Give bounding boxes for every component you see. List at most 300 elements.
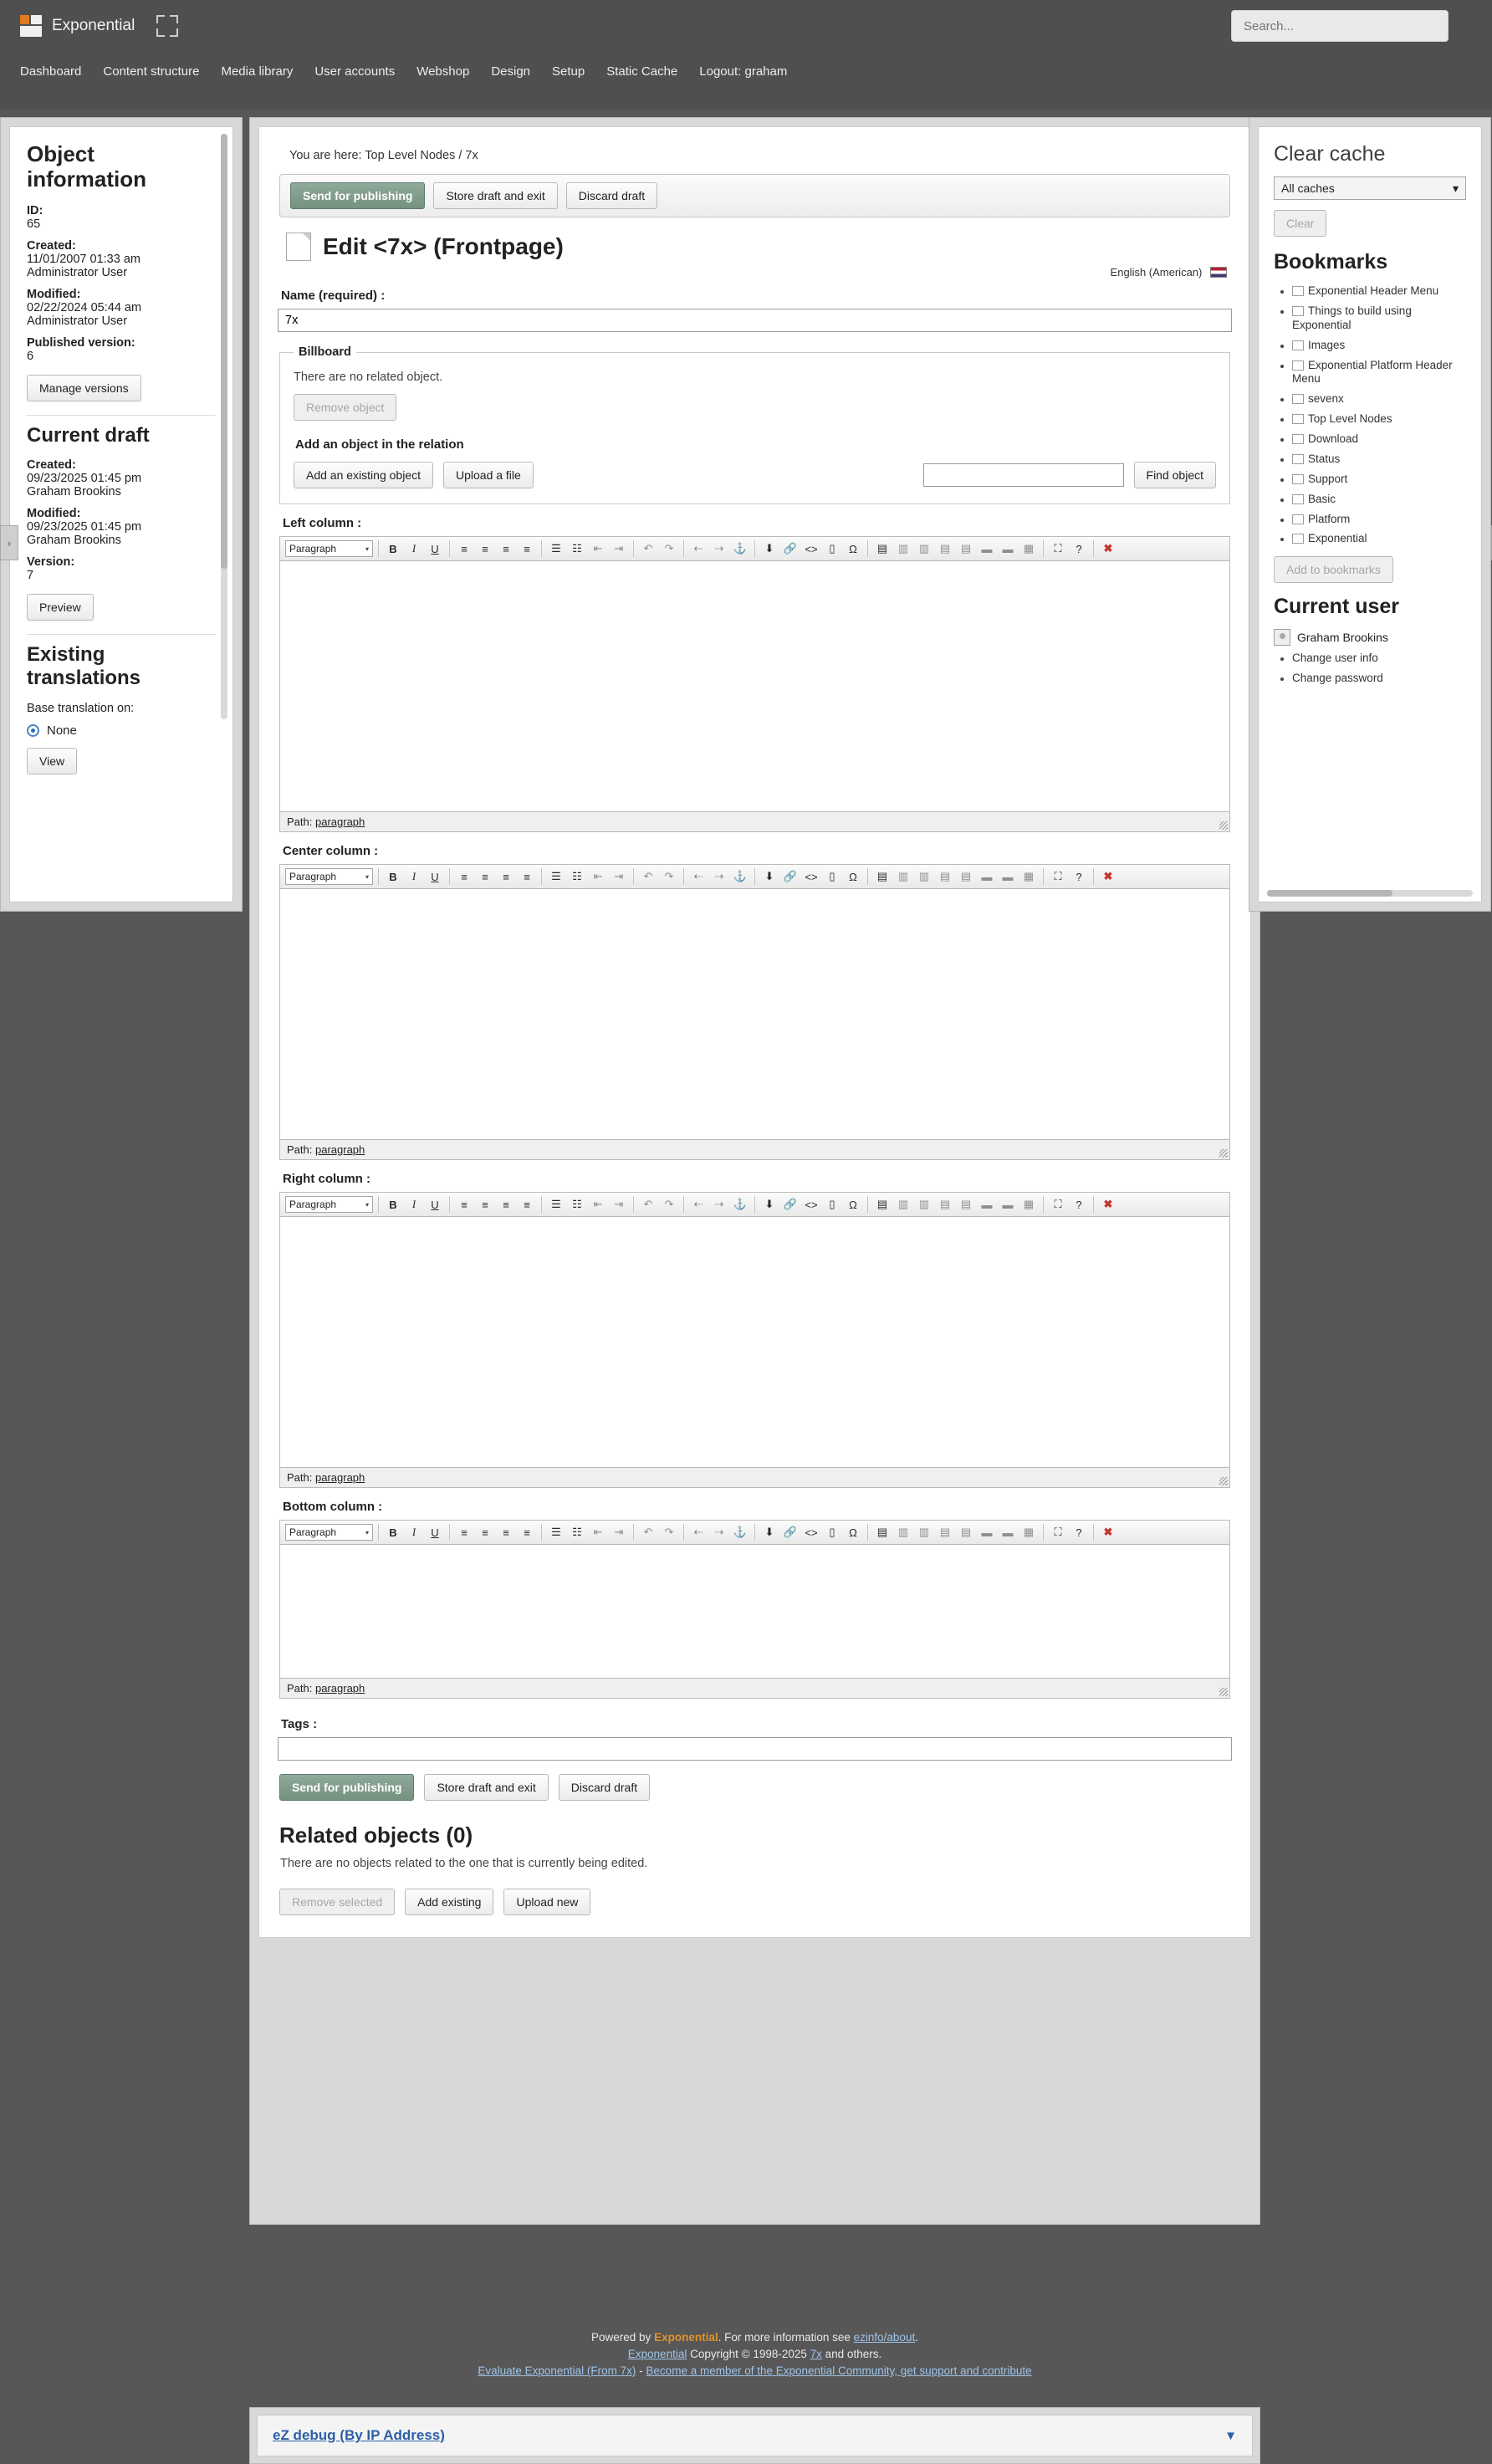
list-item[interactable] [1292,284,1466,299]
remove-link-icon[interactable]: ⇠ [693,1198,703,1210]
billboard-empty-text: There are no related object. [294,371,443,384]
fullscreen-editor-icon[interactable]: ⛶ [1054,542,1062,555]
delete-col-icon[interactable]: ▬ [1002,1198,1014,1211]
manage-versions-button[interactable]: Manage versions [27,375,141,401]
send-for-publishing-button-bottom[interactable]: Send for publishing [279,1774,414,1801]
bookmark-label: Status [1308,452,1341,465]
insert-link-icon[interactable]: 🔗 [783,1526,798,1538]
bottom-column-toolbar [279,1520,1230,1545]
list-item[interactable] [1292,513,1466,527]
bookmark-label: Support [1308,472,1348,485]
find-object-input[interactable] [923,463,1124,487]
redo-icon[interactable]: ↷ [664,542,674,555]
store-draft-and-exit-button-bottom[interactable]: Store draft and exit [424,1774,548,1801]
format-value: Paragraph [289,871,337,882]
bookmark-icon [1292,434,1304,444]
right-column-toolbar [279,1192,1230,1217]
link-back-icon[interactable]: ⇢ [714,1526,724,1538]
main-inner [258,126,1251,1938]
insert-object-icon[interactable]: ⬇ [764,870,774,882]
format-value: Paragraph [289,1199,337,1210]
delete-col-icon[interactable]: ▬ [1002,542,1014,555]
special-char-icon[interactable]: Ω [849,1198,857,1211]
link-back-icon[interactable]: ⇢ [714,1198,724,1210]
footer-others: and others. [821,2348,882,2360]
insert-col-after-icon[interactable]: ▤ [960,542,972,555]
footer-exponential-link[interactable]: Exponential [627,2348,687,2360]
insert-col-after-icon[interactable]: ▤ [960,1198,972,1210]
merge-cells-icon[interactable]: ▦ [1023,1198,1035,1210]
align-center-icon[interactable]: ≡ [482,1526,488,1539]
align-left-icon[interactable]: ≡ [461,1526,468,1539]
remove-link-icon[interactable]: ⇠ [693,542,703,555]
related-objects-title: Related objects (0) [279,1822,473,1848]
nav-logout[interactable]: Logout: graham [699,64,788,79]
bold-icon[interactable]: B [389,1526,397,1539]
send-for-publishing-button-top[interactable]: Send for publishing [290,182,425,209]
version-label: Version: [27,555,75,570]
bold-icon[interactable]: B [389,542,397,555]
fullscreen-editor-icon[interactable]: ⛶ [1054,1198,1062,1210]
us-flag-icon [1210,267,1227,278]
list-item[interactable] [1292,532,1466,546]
insert-object-icon[interactable]: ⬇ [764,1198,774,1210]
redo-icon[interactable]: ↷ [664,1526,674,1538]
debug-panel [249,2407,1260,2464]
underline-icon[interactable]: U [431,1526,439,1539]
italic-icon[interactable]: I [411,870,416,882]
italic-icon[interactable]: I [411,542,416,555]
list-item[interactable] [1292,432,1466,447]
align-center-icon[interactable]: ≡ [482,1198,488,1211]
chevron-down-icon[interactable]: ▼ [1224,2428,1237,2443]
right-column-label: Right column : [283,1172,370,1186]
right-sidebar [1249,117,1491,912]
version-value: 7 [27,569,34,583]
underline-icon[interactable]: U [431,870,439,883]
footer-7x-link[interactable]: 7x [810,2348,822,2360]
literal-icon[interactable]: ▯ [829,542,835,555]
insert-col-before-icon[interactable]: ▤ [939,870,951,882]
bottom-action-toolbar [279,1774,1230,1801]
center-column-toolbar [279,864,1230,889]
code-icon[interactable]: <> [805,870,818,883]
paragraph-format-select[interactable]: Paragraph ▾ [285,1524,373,1541]
undo-icon[interactable]: ↶ [643,1526,653,1538]
path-prefix: Path: [287,1143,313,1156]
remove-icon[interactable]: ✖ [1103,1198,1113,1210]
brand-name: Exponential [52,17,135,34]
add-to-bookmarks-button[interactable]: Add to bookmarks [1274,556,1393,583]
center-column-editor-body[interactable] [279,889,1230,1140]
bottom-column-editor-body[interactable] [279,1545,1230,1679]
nav-user-accounts[interactable]: User accounts [314,64,396,79]
draft-modified-value: 09/23/2025 01:45 pm [27,520,142,534]
radio-icon[interactable] [27,724,39,737]
editor-right-column [279,1172,1230,1488]
align-right-icon[interactable]: ≡ [503,542,509,555]
base-translation-none-label: None [47,723,77,738]
paragraph-format-select[interactable]: Paragraph ▾ [285,540,373,557]
remove-link-icon[interactable]: ⇠ [693,870,703,882]
footer-period: . [915,2331,918,2344]
path-value[interactable]: paragraph [314,1682,365,1695]
align-justify-icon[interactable]: ≡ [524,542,530,555]
upload-a-file-button[interactable]: Upload a file [443,462,534,488]
redo-icon[interactable]: ↷ [664,1198,674,1210]
fullscreen-editor-icon[interactable]: ⛶ [1054,870,1062,882]
edit-table-icon[interactable]: ▤ [876,1198,888,1210]
footer-about-link[interactable]: ezinfo/about [853,2331,916,2344]
paragraph-format-select[interactable]: Paragraph ▾ [285,868,373,885]
special-char-icon[interactable]: Ω [849,542,857,555]
center-column-label: Center column : [283,844,379,858]
draft-created-label: Created: [27,458,76,473]
divider-2 [27,634,216,635]
align-justify-icon[interactable]: ≡ [524,1198,530,1211]
fullscreen-icon[interactable] [156,15,178,37]
merge-cells-icon[interactable]: ▦ [1023,542,1035,555]
view-button[interactable]: View [27,748,77,774]
insert-col-after-icon[interactable]: ▤ [960,1526,972,1538]
bottom-column-label: Bottom column : [283,1500,383,1514]
path-value[interactable]: paragraph [314,815,365,828]
ez-debug-link[interactable]: eZ debug (By IP Address) [273,2427,445,2443]
delete-col-icon[interactable]: ▬ [1002,1526,1014,1539]
left-sidebar [0,117,243,912]
delete-col-icon[interactable]: ▬ [1002,870,1014,883]
upload-new-button[interactable]: Upload new [503,1889,590,1915]
footer-line-2 [249,2348,1260,2360]
modified-label: Modified: [27,287,81,301]
delete-row-icon[interactable]: ▬ [981,542,993,555]
main-nav [0,52,1492,90]
insert-row-after-icon[interactable]: ▥ [918,870,930,882]
code-icon[interactable]: <> [805,1526,818,1539]
preview-button[interactable]: Preview [27,594,94,621]
list-item[interactable] [1292,652,1466,666]
left-column-editor-body[interactable] [279,561,1230,812]
merge-cells-icon[interactable]: ▦ [1023,1526,1035,1538]
list-item[interactable] [1292,392,1466,406]
nav-setup[interactable]: Setup [552,64,585,79]
fullscreen-editor-icon[interactable]: ⛶ [1054,1526,1062,1538]
bookmark-label: Exponential Platform Header Menu [1292,358,1453,386]
change-user-info-link: Change user info [1292,652,1378,665]
delete-row-icon[interactable]: ▬ [981,870,993,883]
tags-input[interactable] [278,1737,1232,1761]
numbered-list-icon[interactable]: ☷ [572,1526,582,1538]
modified-by: Administrator User [27,314,128,328]
resize-handle[interactable] [1219,821,1228,830]
underline-icon[interactable]: U [431,542,439,555]
center-column-path [279,1140,1230,1160]
numbered-list-icon[interactable]: ☷ [572,542,582,555]
insert-object-icon[interactable]: ⬇ [764,1526,774,1538]
align-left-icon[interactable]: ≡ [461,542,468,555]
link-back-icon[interactable]: ⇢ [714,542,724,555]
insert-col-before-icon[interactable]: ▤ [939,1198,951,1210]
format-value: Paragraph [289,1526,337,1538]
insert-row-after-icon[interactable]: ▥ [918,1526,930,1538]
remove-icon[interactable]: ✖ [1103,542,1113,555]
numbered-list-icon[interactable]: ☷ [572,1198,582,1210]
indent-icon[interactable]: ⇥ [614,1198,624,1210]
footer-line-3 [249,2364,1260,2377]
created-by: Administrator User [27,265,128,279]
merge-cells-icon[interactable]: ▦ [1023,870,1035,882]
right-column-editor-body[interactable] [279,1217,1230,1468]
bookmark-icon [1292,286,1304,296]
code-icon[interactable]: <> [805,542,818,555]
delete-row-icon[interactable]: ▬ [981,1198,993,1211]
align-right-icon[interactable]: ≡ [503,870,509,883]
insert-row-before-icon[interactable]: ▥ [897,542,909,555]
align-center-icon[interactable]: ≡ [482,870,488,883]
link-back-icon[interactable]: ⇢ [714,870,724,882]
help-icon[interactable]: ? [1076,870,1082,883]
related-objects-actions [279,1889,1230,1915]
document-icon [286,233,311,261]
bookmark-label: Images [1308,338,1346,351]
bookmark-label: Basic [1308,492,1336,505]
nav-webshop[interactable]: Webshop [416,64,470,79]
undo-icon[interactable]: ↶ [643,1198,653,1210]
insert-link-icon[interactable]: 🔗 [783,1198,798,1210]
insert-row-before-icon[interactable]: ▥ [897,1526,909,1538]
edit-table-icon[interactable]: ▤ [876,1526,888,1538]
nav-media-library[interactable]: Media library [221,64,294,79]
format-value: Paragraph [289,543,337,555]
list-item[interactable] [1292,412,1466,427]
base-translation-label: Base translation on: [27,701,135,715]
anchor-icon[interactable]: ⚓ [733,870,748,882]
id-label: ID: [27,203,43,217]
edit-table-icon[interactable]: ▤ [876,542,888,555]
help-icon[interactable]: ? [1076,1198,1082,1211]
clear-cache-button[interactable]: Clear [1274,210,1326,237]
underline-icon[interactable]: U [431,1198,439,1211]
left-column-toolbar [279,536,1230,561]
nav-static-cache[interactable]: Static Cache [606,64,678,79]
list-item[interactable] [1292,493,1466,507]
published-version-value: 6 [27,349,34,363]
align-left-icon[interactable]: ≡ [461,1198,468,1211]
remove-selected-button[interactable]: Remove selected [279,1889,395,1915]
user-links-list [1274,652,1466,686]
left-panel-collapse-toggle[interactable]: › [0,525,18,560]
indent-icon[interactable]: ⇥ [614,542,624,555]
indent-icon[interactable]: ⇥ [614,870,624,882]
resize-handle[interactable] [1219,1688,1228,1696]
numbered-list-icon[interactable]: ☷ [572,870,582,882]
insert-object-icon[interactable]: ⬇ [764,542,774,555]
bookmark-label: Exponential [1308,532,1367,545]
path-prefix: Path: [287,1471,313,1484]
discard-draft-button-bottom[interactable]: Discard draft [559,1774,650,1801]
literal-icon[interactable]: ▯ [829,1526,835,1538]
bookmark-icon [1292,360,1304,371]
add-relation-title: Add an object in the relation [295,437,464,452]
literal-icon[interactable]: ▯ [829,870,835,882]
resize-handle[interactable] [1219,1477,1228,1485]
billboard-fieldset [279,345,1230,504]
nav-content-structure[interactable]: Content structure [103,64,200,79]
bookmark-label: Exponential Header Menu [1308,284,1439,297]
bold-icon[interactable]: B [389,870,397,883]
anchor-icon[interactable]: ⚓ [733,1198,748,1210]
bookmark-icon [1292,454,1304,464]
cache-select[interactable] [1274,176,1466,200]
insert-link-icon[interactable]: 🔗 [783,870,798,882]
add-existing-button[interactable]: Add existing [405,1889,493,1915]
footer-community-link[interactable]: Become a member of the Exponential Community, get support and contribute [646,2364,1032,2377]
bullet-list-icon[interactable]: ☰ [551,1198,561,1210]
indent-icon[interactable]: ⇥ [614,1526,624,1538]
literal-icon[interactable]: ▯ [829,1198,835,1210]
delete-row-icon[interactable]: ▬ [981,1526,993,1539]
paragraph-format-select[interactable]: Paragraph ▾ [285,1196,373,1213]
debug-inner [257,2415,1253,2456]
store-draft-and-exit-button-top[interactable]: Store draft and exit [433,182,557,209]
help-icon[interactable]: ? [1076,542,1082,555]
list-item[interactable] [1292,304,1466,333]
name-input[interactable] [278,309,1232,332]
add-relation-row [294,462,1216,488]
editor-center-column [279,844,1230,1160]
remove-icon[interactable]: ✖ [1103,870,1113,882]
bookmark-icon [1292,340,1304,350]
footer-line-1 [249,2331,1260,2344]
existing-translations-title: Existing translations [27,643,141,689]
special-char-icon[interactable]: Ω [849,1526,857,1539]
remove-icon[interactable]: ✖ [1103,1526,1113,1538]
current-user-row [1274,629,1466,646]
modified-value: 02/22/2024 05:44 am [27,300,142,314]
left-sidebar-scrollbar[interactable] [221,134,227,719]
top-bar [0,0,1492,109]
bullet-list-icon[interactable]: ☰ [551,542,561,555]
footer-separator: - [636,2364,646,2377]
right-sidebar-horizontal-scrollbar[interactable] [1267,890,1473,897]
right-sidebar-inner [1258,126,1482,902]
main-panel [249,117,1260,2225]
list-item[interactable] [1292,452,1466,467]
bold-icon[interactable]: B [389,1198,397,1211]
path-prefix: Path: [287,1682,313,1695]
redo-icon[interactable]: ↷ [664,870,674,882]
insert-col-after-icon[interactable]: ▤ [960,870,972,882]
special-char-icon[interactable]: Ω [849,870,857,883]
code-icon[interactable]: <> [805,1198,818,1211]
draft-modified-label: Modified: [27,507,81,521]
insert-row-after-icon[interactable]: ▥ [918,1198,930,1210]
bookmark-label: Download [1308,432,1359,445]
bookmark-icon [1292,514,1304,524]
path-value[interactable]: paragraph [314,1471,365,1484]
footer-brand: Exponential [654,2331,718,2344]
outdent-icon[interactable]: ⇤ [593,1526,603,1538]
footer-info-text: . For more information see [718,2331,854,2344]
anchor-icon[interactable]: ⚓ [733,542,748,555]
created-value: 11/01/2007 01:33 am [27,252,141,266]
bookmark-label: Things to build using Exponential [1292,304,1412,331]
find-object-button[interactable]: Find object [1134,462,1216,488]
help-icon[interactable]: ? [1076,1526,1082,1539]
content-area [0,109,1492,2443]
chevron-down-icon: ▾ [1452,181,1459,195]
outdent-icon[interactable]: ⇤ [593,1198,603,1210]
list-item[interactable] [1292,339,1466,353]
nav-dashboard[interactable]: Dashboard [20,64,82,79]
related-objects-empty: There are no objects related to the one that is currently being edited. [280,1857,648,1870]
bullet-list-icon[interactable]: ☰ [551,870,561,882]
align-left-icon[interactable]: ≡ [461,870,468,883]
insert-col-before-icon[interactable]: ▤ [939,542,951,555]
add-existing-object-button[interactable]: Add an existing object [294,462,433,488]
footer-evaluate-link[interactable]: Evaluate Exponential (From 7x) [478,2364,636,2377]
footer [249,2327,1260,2381]
page-title: Edit <7x> (Frontpage) [323,233,564,259]
remove-link-icon[interactable]: ⇠ [693,1526,703,1538]
undo-icon[interactable]: ↶ [643,870,653,882]
search-input[interactable] [1231,10,1449,42]
insert-col-before-icon[interactable]: ▤ [939,1526,951,1538]
insert-row-after-icon[interactable]: ▥ [918,542,930,555]
italic-icon[interactable]: I [411,1198,416,1210]
italic-icon[interactable]: I [411,1526,416,1538]
edit-table-icon[interactable]: ▤ [876,870,888,882]
bookmarks-title: Bookmarks [1274,250,1388,273]
align-right-icon[interactable]: ≡ [503,1526,509,1539]
insert-link-icon[interactable]: 🔗 [783,542,798,555]
bottom-column-path [279,1679,1230,1699]
insert-row-before-icon[interactable]: ▥ [897,870,909,882]
nav-design[interactable]: Design [491,64,531,79]
align-right-icon[interactable]: ≡ [503,1198,509,1211]
bullet-list-icon[interactable]: ☰ [551,1526,561,1538]
breadcrumb: You are here: Top Level Nodes / 7x [289,149,478,162]
bookmark-icon [1292,306,1304,316]
bookmark-icon [1292,394,1304,404]
align-justify-icon[interactable]: ≡ [524,870,530,883]
remove-object-button[interactable]: Remove object [294,394,396,421]
cache-select-value: All caches [1281,181,1335,195]
list-item[interactable] [1292,473,1466,487]
bookmark-label: Platform [1308,512,1351,525]
outdent-icon[interactable]: ⇤ [593,870,603,882]
current-user-name: Graham Brookins [1297,631,1388,645]
clear-cache-title: Clear cache [1274,142,1386,166]
list-item[interactable] [1292,672,1466,686]
left-sidebar-inner [9,126,233,902]
insert-row-before-icon[interactable]: ▥ [897,1198,909,1210]
path-value[interactable]: paragraph [314,1143,365,1156]
discard-draft-button-top[interactable]: Discard draft [566,182,657,209]
list-item[interactable] [1292,359,1466,387]
draft-created-value: 09/23/2025 01:45 pm [27,472,142,486]
resize-handle[interactable] [1219,1149,1228,1158]
outdent-icon[interactable]: ⇤ [593,542,603,555]
undo-icon[interactable]: ↶ [643,542,653,555]
align-center-icon[interactable]: ≡ [482,542,488,555]
object-information-title: Object information [27,141,146,192]
published-version-label: Published version: [27,335,135,350]
anchor-icon[interactable]: ⚓ [733,1526,748,1538]
align-justify-icon[interactable]: ≡ [524,1526,530,1539]
base-translation-none-option[interactable] [27,723,216,738]
bookmark-icon [1292,534,1304,544]
